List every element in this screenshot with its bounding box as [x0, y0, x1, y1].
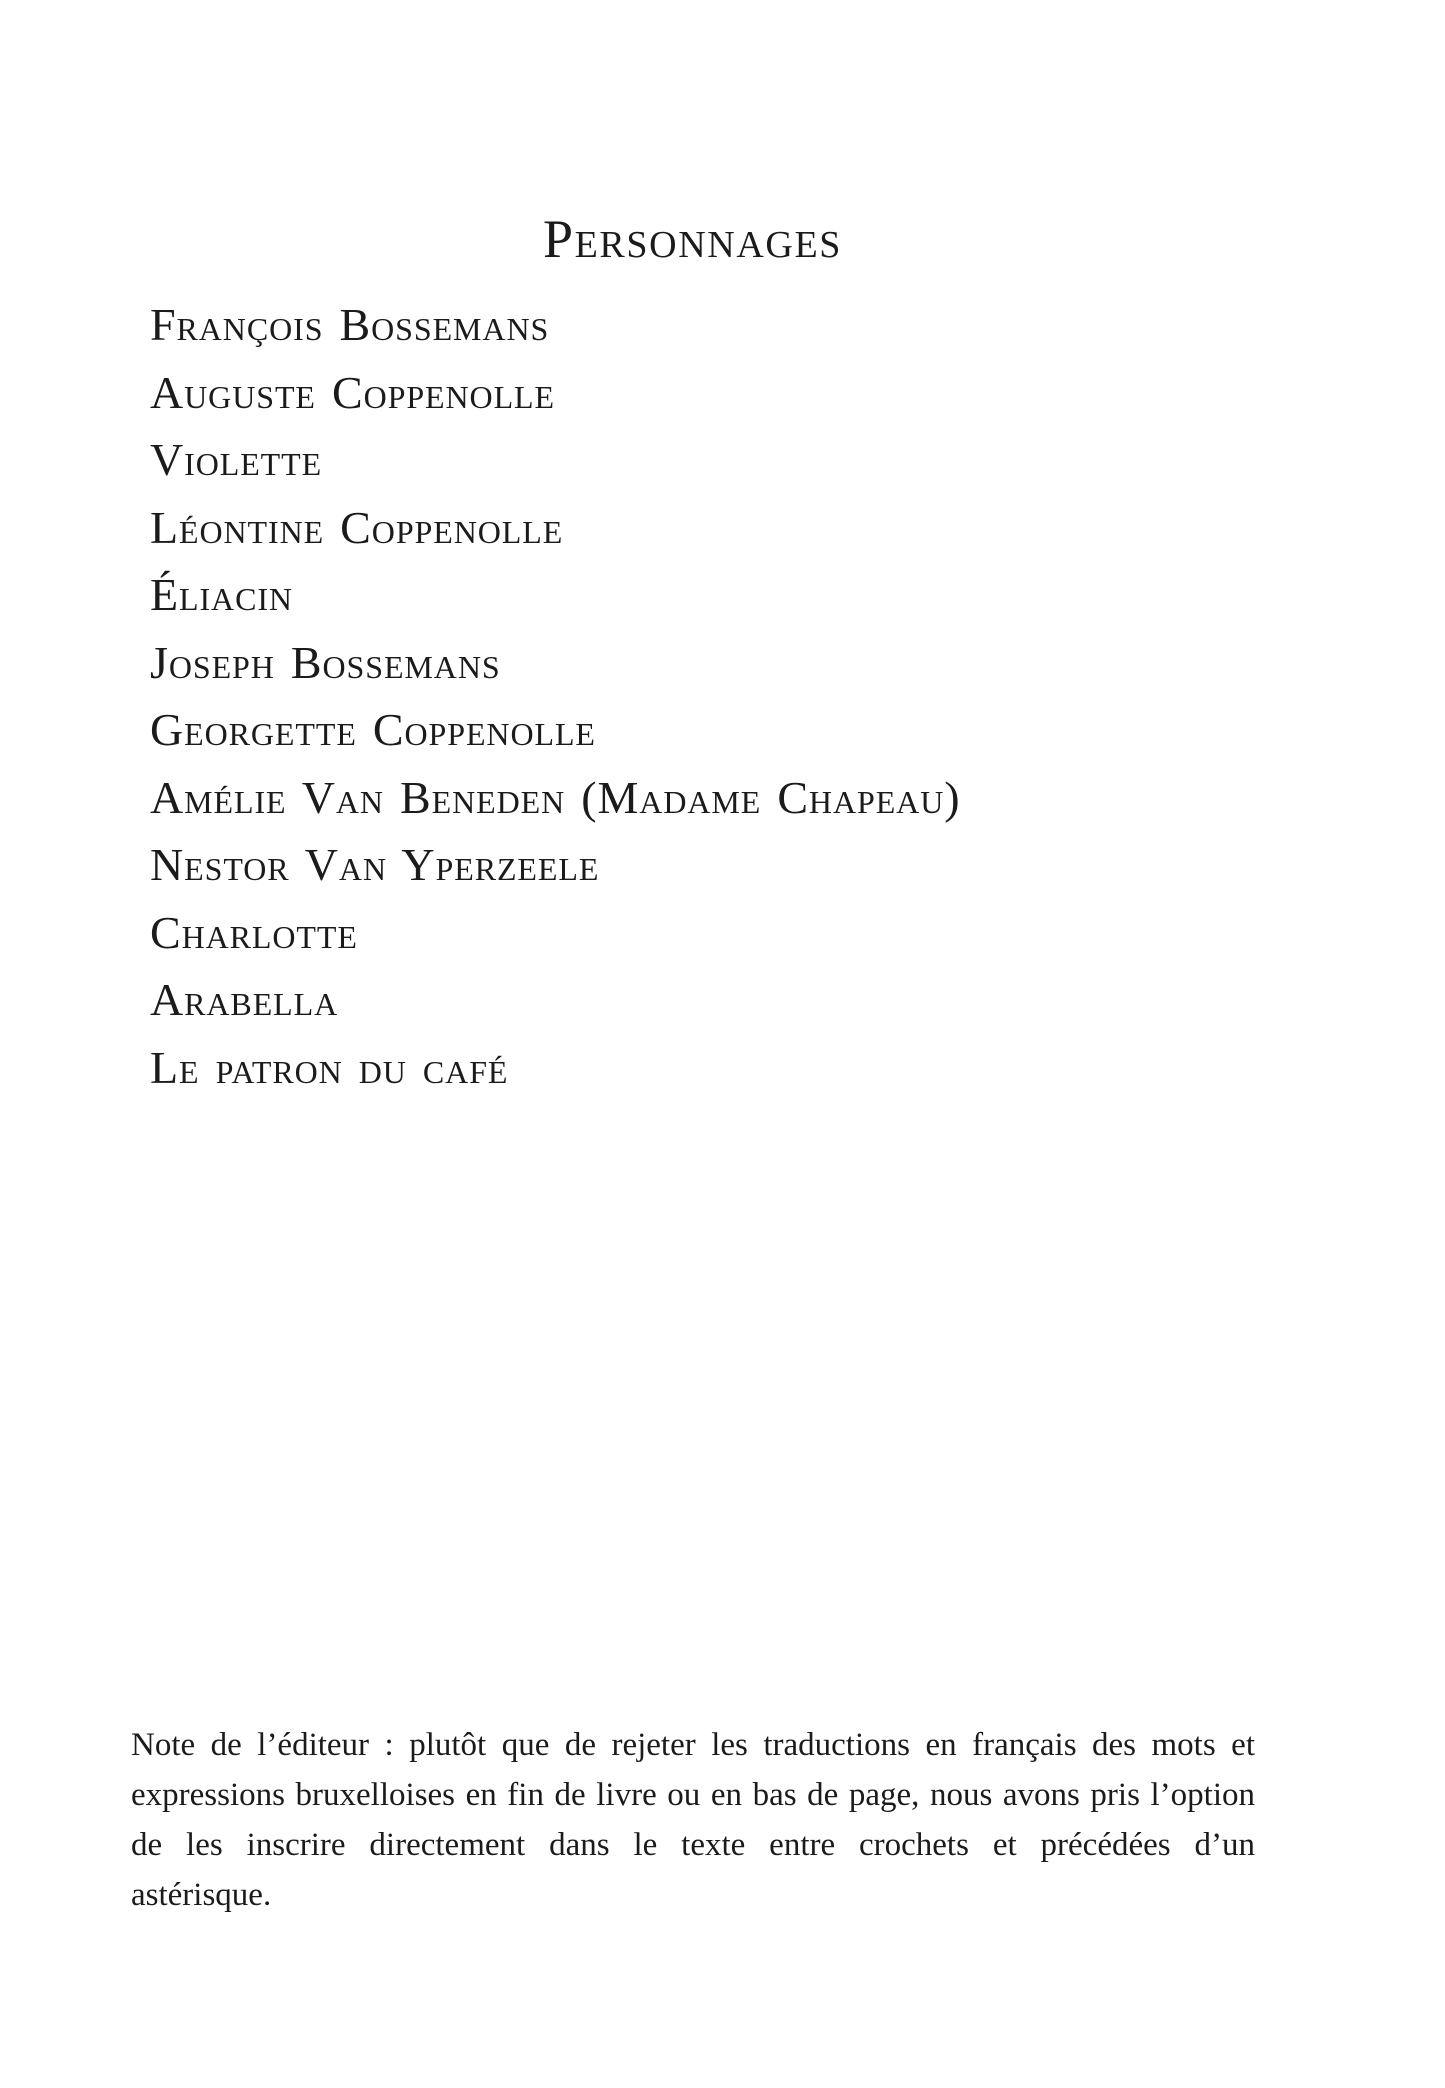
character-list-item: Éliacin [150, 569, 293, 620]
character-list-item: Le patron du café [150, 1041, 509, 1093]
editor-note: Note de l’éditeur : plutôt que de rejeter les traductions en français des mots et expressions bruxelloises en fin de livre ou en bas de page, nous avons pris l’option de les inscrire directement dans le texte entre crochets et précédées d’un astérisque. [131, 1727, 1255, 1913]
character-list-item: Nestor Van Yperzeele [150, 839, 600, 890]
page-title: Personnages [542, 209, 843, 269]
character-list-item: Joseph Bossemans [150, 636, 501, 688]
character-list-item: Arabella [150, 974, 339, 1025]
character-list-item: Amélie Van Beneden (Madame Chapeau) [150, 771, 961, 823]
character-list-item: Charlotte [150, 906, 358, 958]
character-list-item: Violette [150, 434, 323, 485]
character-list [150, 291, 960, 1101]
character-list-item: Auguste Coppenolle [150, 366, 555, 418]
character-list-item: François Bossemans [150, 299, 550, 350]
character-list-item: Léontine Coppenolle [150, 501, 564, 553]
character-list-item: Georgette Coppenolle [150, 704, 596, 755]
